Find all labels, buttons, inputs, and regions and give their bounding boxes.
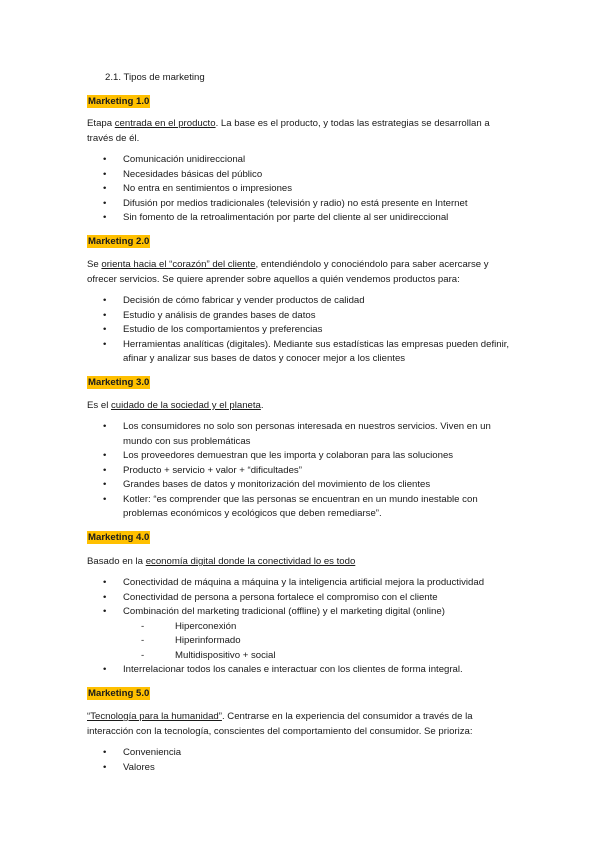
section-title-marketing-4: Marketing 4.0 — [88, 532, 150, 543]
list-item: • Conectividad de máquina a máquina y la inteligencia artificial mejora la productividad — [87, 576, 517, 591]
list-item: • Necesidades básicas del público — [87, 168, 517, 183]
list-item: • Grandes bases de datos y monitorización del movimiento de los clientes — [87, 478, 517, 493]
list-item: • No entra en sentimientos o impresiones — [87, 182, 517, 197]
sub-list-container — [87, 620, 517, 664]
list-marketing-4 — [87, 576, 517, 678]
section-title-marketing-5: Marketing 5.0 — [88, 688, 150, 699]
sub-list-item: - Multidispositivo + social — [123, 649, 517, 664]
sub-list-item: - Hiperconexión — [123, 620, 517, 635]
section-title-marketing-2: Marketing 2.0 — [88, 236, 150, 247]
list-item: • Sin fomento de la retroalimentación por parte del cliente al ser unidireccional — [87, 211, 517, 226]
list-item: • Interrelacionar todos los canales e interactuar con los clientes de forma integral. — [87, 663, 517, 678]
list-marketing-2 — [87, 294, 517, 367]
list-marketing-5 — [87, 746, 517, 775]
list-item: • Valores — [87, 761, 517, 776]
list-item: • Producto + servicio + valor + “dificultades” — [87, 464, 517, 479]
list-item: • Combinación del marketing tradicional (offline) y el marketing digital (online) — [87, 605, 517, 620]
section-heading: 2.1. Tipos de marketing — [105, 72, 205, 83]
list-item: • Kotler: “es comprender que las personas se encuentran en un mundo inestable con problemas económicos y ecológicos que deben remediarse”. — [87, 493, 517, 522]
list-marketing-3 — [87, 420, 517, 522]
list-item: • Difusión por medios tradicionales (televisión y radio) no está presente en Internet — [87, 197, 517, 212]
intro-marketing-4: Basado en la economía digital donde la conectividad lo es todo — [87, 556, 356, 567]
list-item: • Herramientas analíticas (digitales). Mediante sus estadísticas las empresas pueden definir, afinar y analizar sus bases de datos y conocer mejor a los clientes — [87, 338, 517, 367]
list-item: • Los proveedores demuestran que les importa y colaboran para las soluciones — [87, 449, 517, 464]
list-item: • Conectividad de persona a persona fortalece el compromiso con el cliente — [87, 591, 517, 606]
list-marketing-1 — [87, 153, 517, 226]
intro-marketing-1: Etapa centrada en el producto. La base es el producto, y todas las estrategias se desarrollan a través de él. — [87, 118, 490, 144]
list-item: • Conveniencia — [87, 746, 517, 761]
list-item: • Estudio de los comportamientos y preferencias — [87, 323, 517, 338]
list-item: • Los consumidores no solo son personas interesada en nuestros servicios. Viven en un mundo con sus problemáticas — [87, 420, 517, 449]
intro-marketing-2: Se orienta hacia el “corazón” del cliente, entendiéndolo y conociéndolo para saber acercarse y ofrecer servicios. Se quiere aprender sobre aquellos a quién vendemos productos para: — [87, 259, 489, 285]
sub-list — [123, 620, 517, 664]
section-title-marketing-3: Marketing 3.0 — [88, 377, 150, 388]
list-item: • Decisión de cómo fabricar y vender productos de calidad — [87, 294, 517, 309]
sub-list-item: - Hiperinformado — [123, 634, 517, 649]
intro-marketing-3: Es el cuidado de la sociedad y el planeta. — [87, 400, 264, 411]
section-title-marketing-1: Marketing 1.0 — [88, 96, 150, 107]
list-item: • Estudio y análisis de grandes bases de datos — [87, 309, 517, 324]
list-item: • Comunicación unidireccional — [87, 153, 517, 168]
intro-marketing-5: “Tecnología para la humanidad”. Centrarse en la experiencia del consumidor a través de la interacción con la tecnología, conscientes del comportamiento del consumidor. Se prioriza: — [87, 711, 473, 737]
